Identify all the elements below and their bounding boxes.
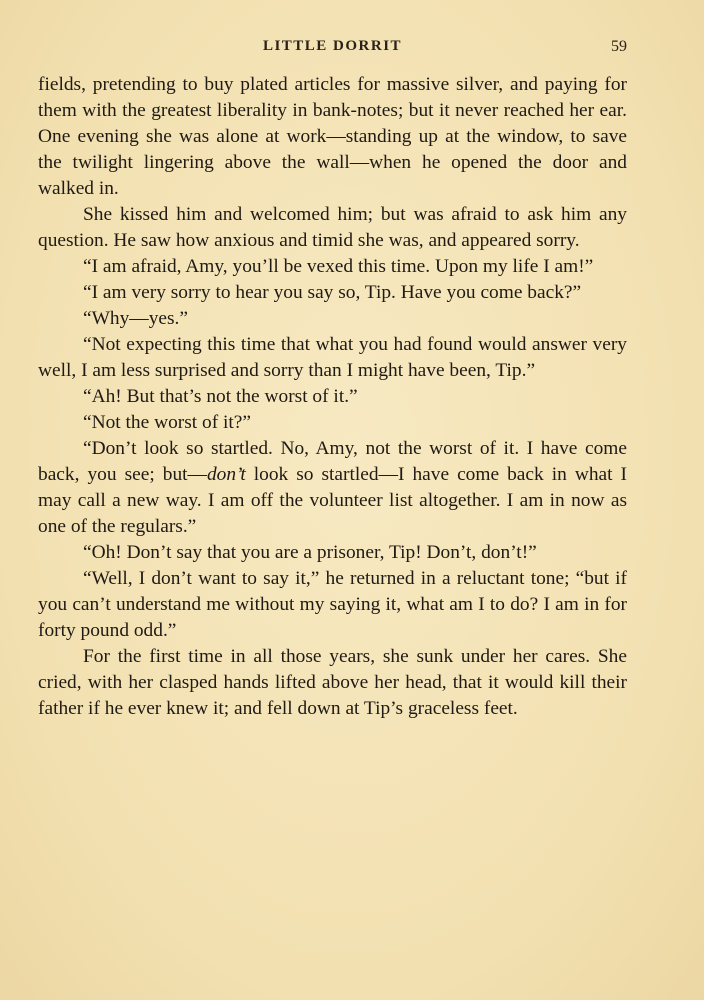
running-header xyxy=(38,38,627,58)
paragraph-10: “Oh! Don’t say that you are a prisoner, Tip! Don’t, don’t!” xyxy=(83,542,537,563)
running-title: LITTLE DORRIT xyxy=(262,38,403,54)
paragraph-9-start: “Don’t look so startled. No, Amy, not the worst of it. I have come back, you see; but— xyxy=(38,438,627,485)
paragraph-12: For the first time in all those years, she sunk under her cares. She cried, with her clasped hands lifted above her head, that it would kill their father if he ever knew it; and fell down at Tip’s graceless feet. xyxy=(38,646,627,719)
emphasis-dont: don’t xyxy=(206,464,246,485)
paragraph-11: “Well, I don’t want to say it,” he returned in a reluctant tone; “but if you can’t understand me without my saying it, what am I to do? I am in for forty pound odd.” xyxy=(38,568,627,641)
paragraph-9-end: look so startled—I have come back in what I may call a new way. I am off the volunteer list altogether. I am in now as one of the regulars.” xyxy=(38,464,627,537)
paragraph-3: “I am afraid, Amy, you’ll be vexed this time. Upon my life I am!” xyxy=(83,256,594,277)
paragraph-1: fields, pretending to buy plated articles for massive silver, and paying for them with the greatest liberality in bank-notes; but it never reached her ear. One evening she was alone at work—standing up at the window, to save the twilight lingering above the wall—when he opened the door and walked in. xyxy=(38,74,627,199)
paragraph-7: “Ah! But that’s not the worst of it.” xyxy=(83,386,358,407)
page-number: 59 xyxy=(611,38,627,55)
body-text xyxy=(38,72,627,722)
paragraph-9 xyxy=(38,436,627,540)
paragraph-6: “Not expecting this time that what you had found would answer very well, I am less surprised and sorry than I might have been, Tip.” xyxy=(38,334,627,381)
paragraph-5: “Why—yes.” xyxy=(83,308,188,329)
paragraph-2: She kissed him and welcomed him; but was afraid to ask him any question. He saw how anxious and timid she was, and appeared sorry. xyxy=(38,204,627,251)
paragraph-4: “I am very sorry to hear you say so, Tip. Have you come back?” xyxy=(83,282,582,303)
paragraph-8: “Not the worst of it?” xyxy=(83,412,252,433)
